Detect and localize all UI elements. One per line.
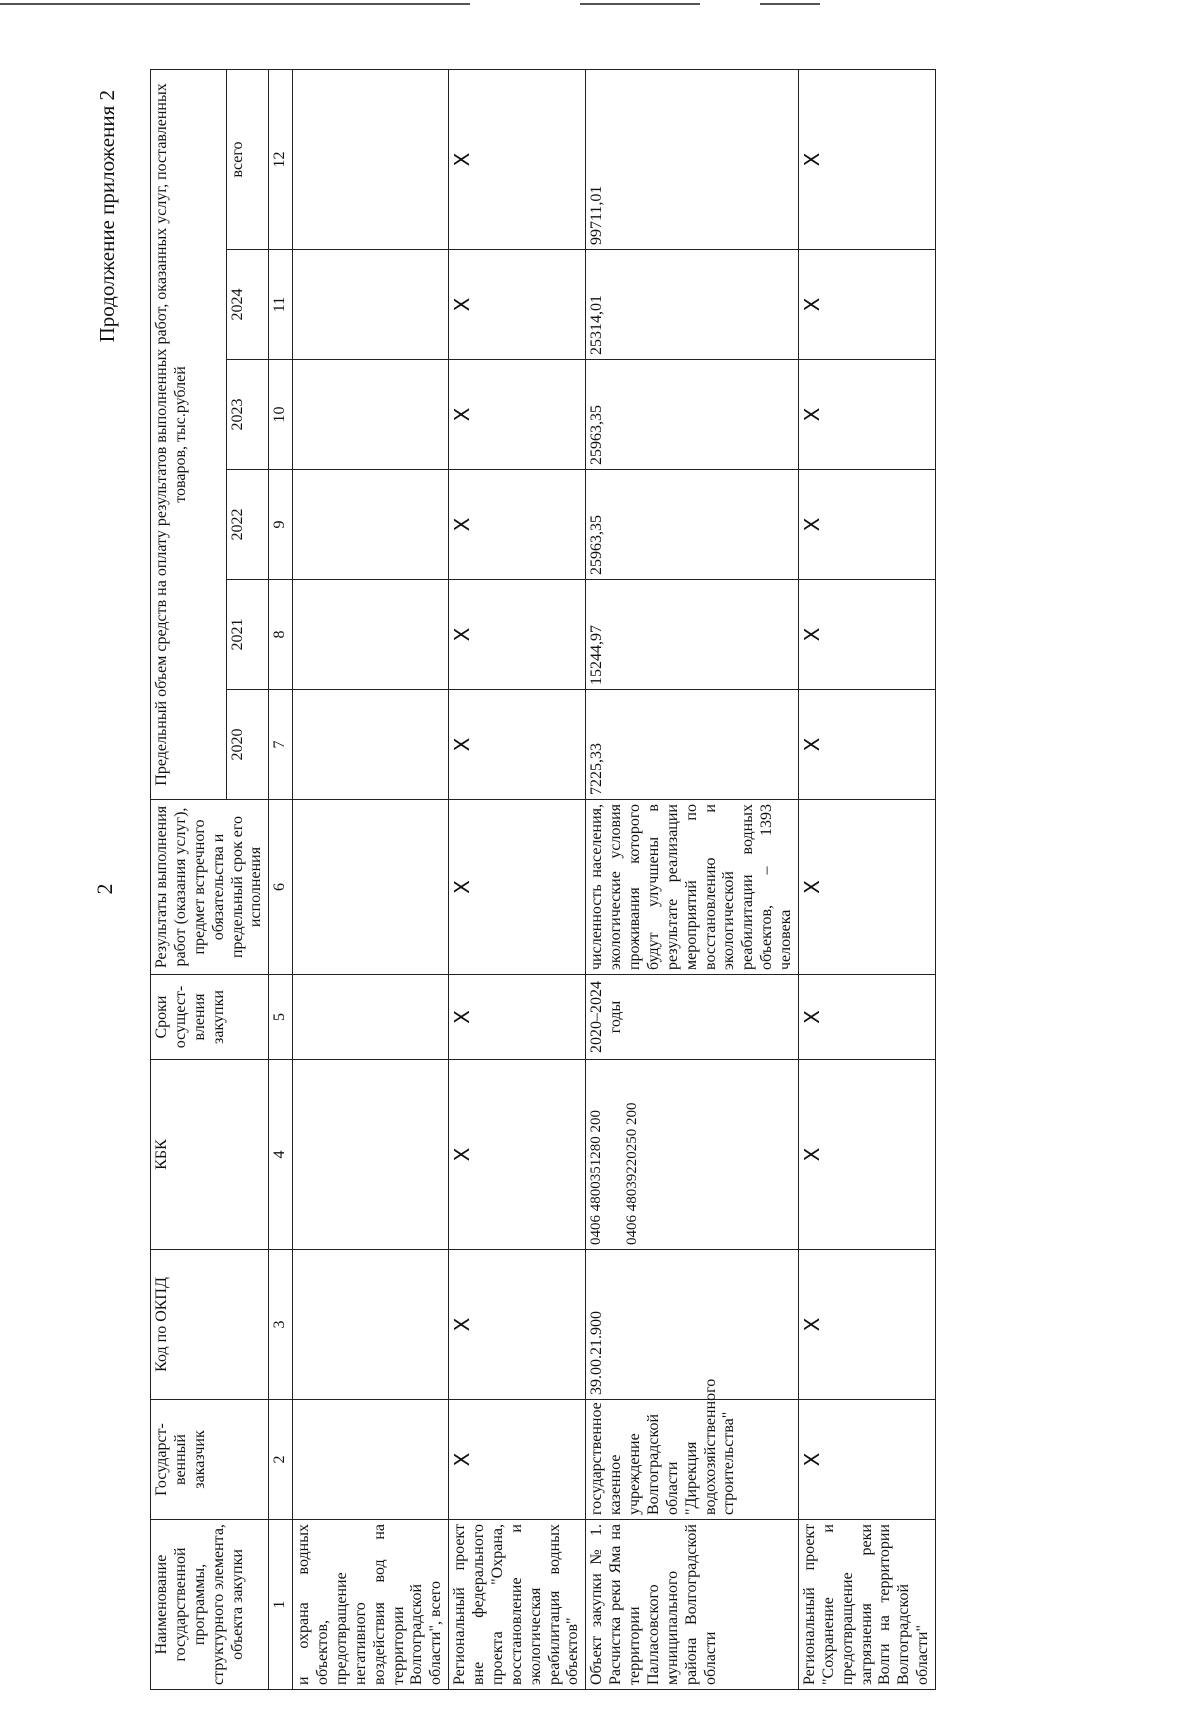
header-volume-group: Предельный объем средств на оплату результатов выполненных работ, оказанных услуг, поставленных товаров, тыс.рублей [151,69,227,799]
column-number: 5 [269,975,293,1060]
column-number: 1 [269,1520,293,1690]
cross-mark: X [798,1060,935,1250]
cross-mark: X [449,1400,586,1520]
header-name: Наименование государственной программы, структурного элемента, объекта закупки [151,1520,269,1690]
column-number: 4 [269,1060,293,1250]
cross-mark: X [798,580,935,690]
column-number-row [269,69,293,1689]
cross-mark: X [449,1250,586,1400]
column-number: 2 [269,1400,293,1520]
cross-mark: X [798,250,935,360]
column-number: 8 [269,580,293,690]
row-name: Региональный проект вне федерального проекта "Охрана, восстановление и экологическая реабилитация водных объектов" [449,1520,586,1690]
table-row [798,69,935,1689]
procurement-table [150,69,936,1690]
cross-mark: X [449,1060,586,1250]
header-result: Результаты выполнения работ (оказания услуг), предмет встречного обязательства и предельный срок его исполнения [151,800,269,975]
row-result: численность населения, экологические условия проживания которого будут улучшены в результате реализации мероприятий по восстановлению и экологической реабилитации водных объектов, – 1393 человека [586,800,799,975]
cross-mark: X [449,69,586,249]
rotated-document [95,70,1200,1690]
row-value-2024: 25314,01 [586,250,799,360]
header-year-2021: 2021 [226,580,268,690]
cross-mark: X [798,69,935,249]
cross-mark: X [798,470,935,580]
scan-edge-line [760,3,820,5]
continuation-title: Продолжение приложения 2 [95,90,119,343]
row-period: 2020–2024 годы [586,975,799,1060]
kbk-code: 0406 4800351280 200 [588,1110,605,1245]
row-kbk [586,1060,799,1250]
header-kbk: КБК [151,1060,269,1250]
cross-mark: X [798,1250,935,1400]
column-number: 7 [269,690,293,800]
cross-mark: X [798,975,935,1060]
cross-mark: X [798,690,935,800]
header-period: Сроки осущест-вления закупки [151,975,269,1060]
cross-mark: X [798,360,935,470]
header-year-2022: 2022 [226,470,268,580]
header-year-2024: 2024 [226,250,268,360]
column-number: 10 [269,360,293,470]
row-value-2022: 25963,35 [586,470,799,580]
cross-mark: X [449,690,586,800]
header-customer: Государст-венный заказчик [151,1400,269,1520]
header-total: всего [226,69,268,249]
cross-mark: X [449,470,586,580]
row-value-2021: 15244,97 [586,580,799,690]
row-okpd: 39.00.21.900 [586,1250,799,1400]
cross-mark: X [449,360,586,470]
header-row [151,69,227,1689]
column-number: 3 [269,1250,293,1400]
row-name: и охрана водных объектов, предотвращение негативного воздействия вод на территории Волгоградской области", всего [293,1520,449,1690]
table-row [293,69,449,1689]
row-name: Региональный проект "Сохранение и предотвращение загрязнения реки Волги на территории Волгоградской области" [798,1520,935,1690]
scan-edge-line [580,3,700,5]
column-number: 6 [269,800,293,975]
column-number: 11 [269,250,293,360]
scan-edge-line [0,3,470,5]
table-row [586,69,799,1689]
header-year-2020: 2020 [226,690,268,800]
cross-mark: X [449,975,586,1060]
cross-mark: X [798,800,935,975]
row-value-2023: 25963,35 [586,360,799,470]
kbk-code: 0406 48039220250 200 [623,1102,640,1245]
page-number: 2 [92,883,117,895]
row-value-total: 99711,01 [586,69,799,249]
header-okpd: Код по ОКПД [151,1250,269,1400]
column-number: 9 [269,470,293,580]
cross-mark: X [798,1400,935,1520]
row-name: Объект закупки № 1. Расчистка реки Яма на территории Палласовского муниципального района Волгоградской области [586,1520,799,1690]
column-number: 12 [269,69,293,249]
cross-mark: X [449,580,586,690]
cross-mark: X [449,800,586,975]
row-value-2020: 7225,33 [586,690,799,800]
row-customer: государственное казенное учреждение Волгоградской области "Дирекция водохозяйственного строительства" [586,1400,799,1520]
cross-mark: X [449,250,586,360]
table-row [449,69,586,1689]
header-year-2023: 2023 [226,360,268,470]
